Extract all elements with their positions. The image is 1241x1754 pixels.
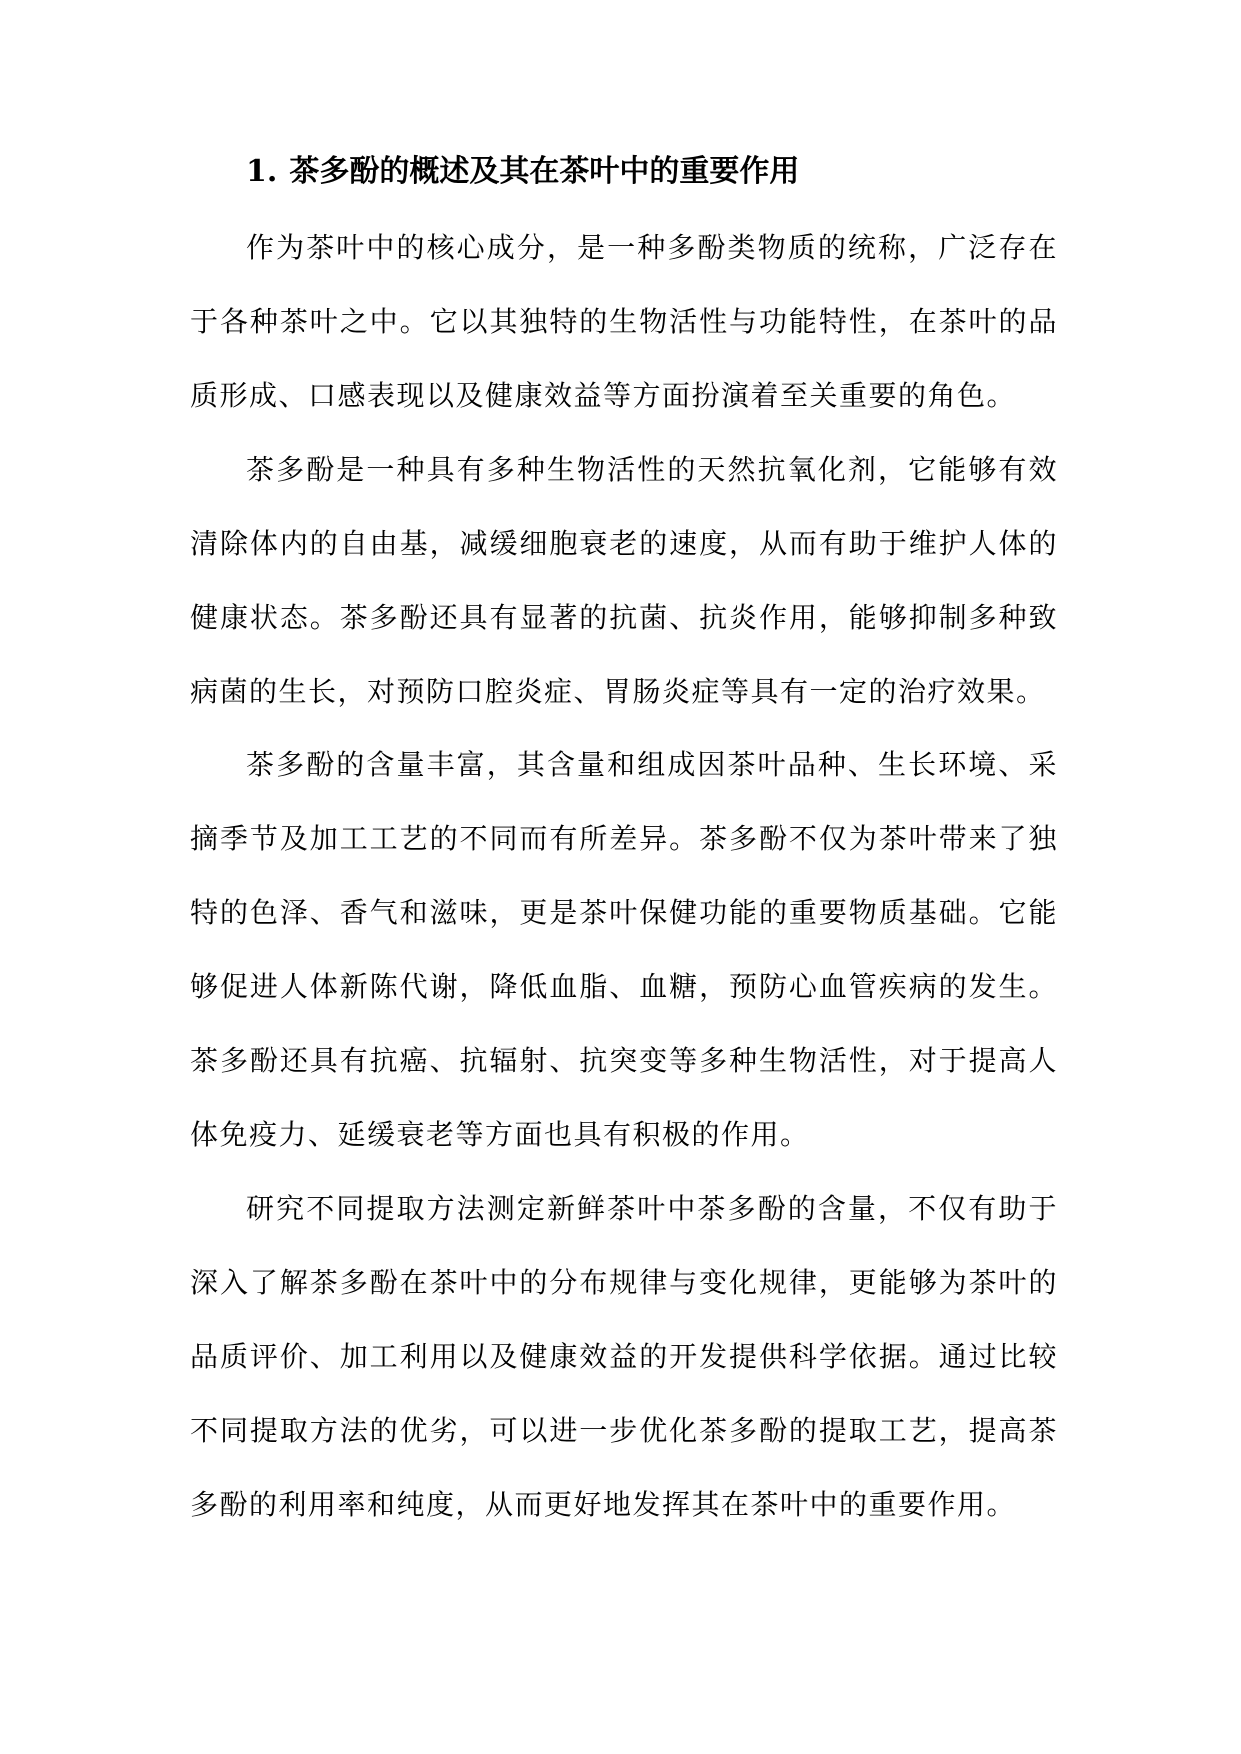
section-number: 1. <box>246 154 278 189</box>
section-title: 茶多酚的概述及其在茶叶中的重要作用 <box>289 154 800 189</box>
section-heading <box>246 150 1106 194</box>
body-paragraph: 茶多酚的含量丰富，其含量和组成因茶叶品种、生长环境、采摘季节及加工工艺的不同而有所差异。茶多酚不仅为茶叶带来了独特的色泽、香气和滋味，更是茶叶保健功能的重要物质基础。它能够促进人体新陈代谢，降低血脂、血糖，预防心血管疾病的发生。茶多酚还具有抗癌、抗辐射、抗突变等多种生物活性，对于提高人体免疫力、延缓衰老等方面也具有积极的作用。 <box>190 748 1058 1151</box>
body-paragraph: 茶多酚是一种具有多种生物活性的天然抗氧化剂，它能够有效清除体内的自由基，减缓细胞衰老的速度，从而有助于维护人体的健康状态。茶多酚还具有显著的抗菌、抗炎作用，能够抑制多种致病菌的生长，对预防口腔炎症、胃肠炎症等具有一定的治疗效果。 <box>190 453 1058 708</box>
body-paragraph: 研究不同提取方法测定新鲜茶叶中茶多酚的含量，不仅有助于深入了解茶多酚在茶叶中的分布规律与变化规律，更能够为茶叶的品质评价、加工利用以及健康效益的开发提供科学依据。通过比较不同提取方法的优劣，可以进一步优化茶多酚的提取工艺，提高茶多酚的利用率和纯度，从而更好地发挥其在茶叶中的重要作用。 <box>190 1192 1058 1521</box>
body-paragraph: 作为茶叶中的核心成分，是一种多酚类物质的统称，广泛存在于各种茶叶之中。它以其独特的生物活性与功能特性，在茶叶的品质形成、口感表现以及健康效益等方面扮演着至关重要的角色。 <box>190 231 1058 412</box>
